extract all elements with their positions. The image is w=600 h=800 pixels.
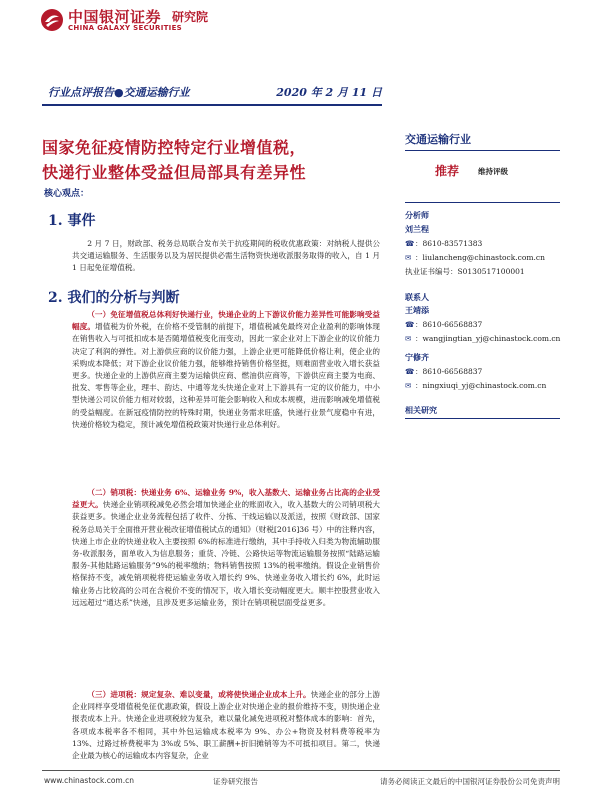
email-icon: ✉ [405,334,412,343]
phone-icon: ☎ [405,367,415,376]
analyst-label: 分析师 [405,210,429,220]
contact-phone-value: 8610-66568837 [422,320,483,329]
header-divider [42,104,382,106]
report-title-line2: 快递行业整体受益但局部具有差异性 [42,163,307,182]
footer-url[interactable]: www.chinastock.com.cn [44,776,134,785]
footer-divider [42,770,560,771]
contact-phone-value: 8610-66568837 [422,367,483,376]
section-heading-event: 1. 事件 [48,213,96,229]
galaxy-logo-icon [40,8,64,32]
analyst-email-value[interactable]: liulancheng@chinastock.com.cn [422,253,545,262]
contact-email[interactable]: ✉ ：ningxiuqi_yj@chinastock.com.cn [405,381,547,390]
analyst-cert: 执业证书编号：S0130517100001 [405,267,525,276]
contact-email[interactable]: ✉ ：wangjingtian_yj@chinastock.com.cn [405,334,561,343]
analyst-name: 刘兰程 [405,224,429,234]
sidebar-divider [405,418,560,419]
rating-note: 维持评级 [478,167,508,176]
sidebar-divider [405,202,560,203]
email-icon: ✉ [405,253,412,262]
analyst-email[interactable]: ✉ ：liulancheng@chinastock.com.cn [405,253,545,262]
analysis-paragraph-3 [72,689,380,762]
sidebar-sector: 交通运输行业 [405,133,471,146]
sidebar-divider [405,150,560,151]
analyst-phone: ☎：8610-83571383 [405,239,483,248]
analysis-paragraph-1 [72,309,380,431]
email-icon: ✉ [405,381,412,390]
contact-name: 宁修齐 [405,352,429,362]
report-title-line1: 国家免征疫情防控特定行业增值税， [42,138,307,157]
report-bar [42,82,382,102]
rating-badge: 推荐 [435,164,460,178]
phone-icon: ☎ [405,320,415,329]
report-type: 行业点评报告●交通运输行业 [48,86,190,99]
section-heading-analysis: 2. 我们的分析与判断 [48,290,180,306]
analysis-highlight-3: （三）进项税：规定复杂、难以变量，或将使快递企业成本上升。 [87,690,311,699]
contacts-label: 联系人 [405,292,429,302]
event-paragraph: 2 月 7 日，财政部、税务总局联合发布关于抗疫期间的税收优惠政策：对纳税人提供公共交通运输服务、生活服务以及为居民提供必需生活物资快递收派服务取得的收入，自 1 月 1 日起免征增值税。 [72,239,380,273]
footer-brand: 证券研究报告 [213,777,258,786]
core-view-label: 核心观点： [44,189,90,199]
analysis-body-2: 快递企业销项税减免必然会增加快递企业的账面收入，收入基数大的公司销项税大获益更多。快递企业业务流程包括了收件、分拣、干线运输以及派送，按照《财政部、国家税务总局关于全面推开营业税改征增值税试点的通知》（财税[2016]36 号）中的注释内容，快递上市企业的快递业收入主要按照 6%的标准进行缴纳，其中手持收入归类为物流辅助服务-收派服务，面单收入为信息服务；重货、冷链、公路快运等物流运输服务按照“陆路运输服务-其他陆路运输服务”9%的税率缴纳；物料销售按照 13%的税率缴纳。假设企业销售价格保持不变，减免销项税将使运输业务收入增长约 9%、快递业务收入增长约 6%，此时运输业务占比较高的公司在含税价不变的情况下，收入增长变动幅度更大。顺丰控股营业收入远远超过“通达系”快递，且涉及更多运输业务，预计在销项税层面受益更多。 [72,500,380,607]
analyst-phone-value: 8610-83571383 [422,239,483,248]
contact-phone: ☎：8610-66568837 [405,367,483,376]
contact-email-value[interactable]: ningxiuqi_yj@chinastock.com.cn [422,381,547,390]
related-research-label: 相关研究 [405,405,437,415]
brand-name-cn: 中国银河证券 [68,8,162,26]
analysis-body-3: 快递企业的部分上游企业同样享受增值税免征优惠政策，假设上游企业对快递企业的报价维持不变，则快递企业报表成本上升。快递企业进项税较为复杂，难以量化减免进项税对整体成本的影响：首先，各项成本税率各不相同，其中外包运输成本税率为 9%、办公+物资及材料费等税率为 13%、过路过桥费税率为 3%或 5%、职工薪酬+折旧摊销等为不可抵扣项目。第二，快递企业最为核心的运输成本内容复杂，企业 [72,690,380,761]
contact-phone: ☎：8610-66568837 [405,320,483,329]
brand-name-en: CHINA GALAXY SECURITIES [68,24,182,32]
brand-institute: 研究院 [172,10,209,24]
contact-name: 王靖添 [405,305,429,315]
footer-disclaimer: 请务必阅读正文最后的中国银河证券股份公司免责声明 [380,777,560,786]
phone-icon: ☎ [405,239,415,248]
analysis-highlight-1: （一）免征增值税总体利好快递行业，快递企业的上下游议价能力差异性可能影响受益幅度。 [72,310,380,332]
analysis-highlight-2: （二）销项税：快递业务 6%、运输业务 9%，收入基数大、运输业务占比高的企业受益更大。 [72,488,380,510]
contact-email-value[interactable]: wangjingtian_yj@chinastock.com.cn [422,334,561,343]
analysis-body-1: 增值税为价外税，在价格不受管制的前提下，增值税减免最终对企业盈利的影响体现在销售收入与可抵扣成本是否随增值税变化而变动，因此一家企业对上下游企业的议价能力决定了利润的弹性。对上游供应商的议价能力强，上游企业更可能降低价格让利，使企业的采购成本降低；对下游企业议价能力强，能够维持销售价格坚挺，则难面营业收入增长获益更多。快递企业的上游供应商主要为运输供应商、燃油供应商等，下游供应商主要为电商、批发、零售等企业，理丰、韵达、中通等龙头快递企业对上下游具有一定的议价能力，中小型快递公司议价能力相对较弱，这种差异可能会影响收入和成本规模，进而影响减免增值税的受益幅度。在新冠疫情防控的特殊时期，快递业务需求旺盛，快递行业景气度稳中有进，快递价格较为稳定，预计减免增值税政策对快递行业总体利好。 [72,322,380,429]
report-date: 2020 年 2 月 11 日 [276,86,382,99]
analysis-paragraph-2 [72,487,380,609]
